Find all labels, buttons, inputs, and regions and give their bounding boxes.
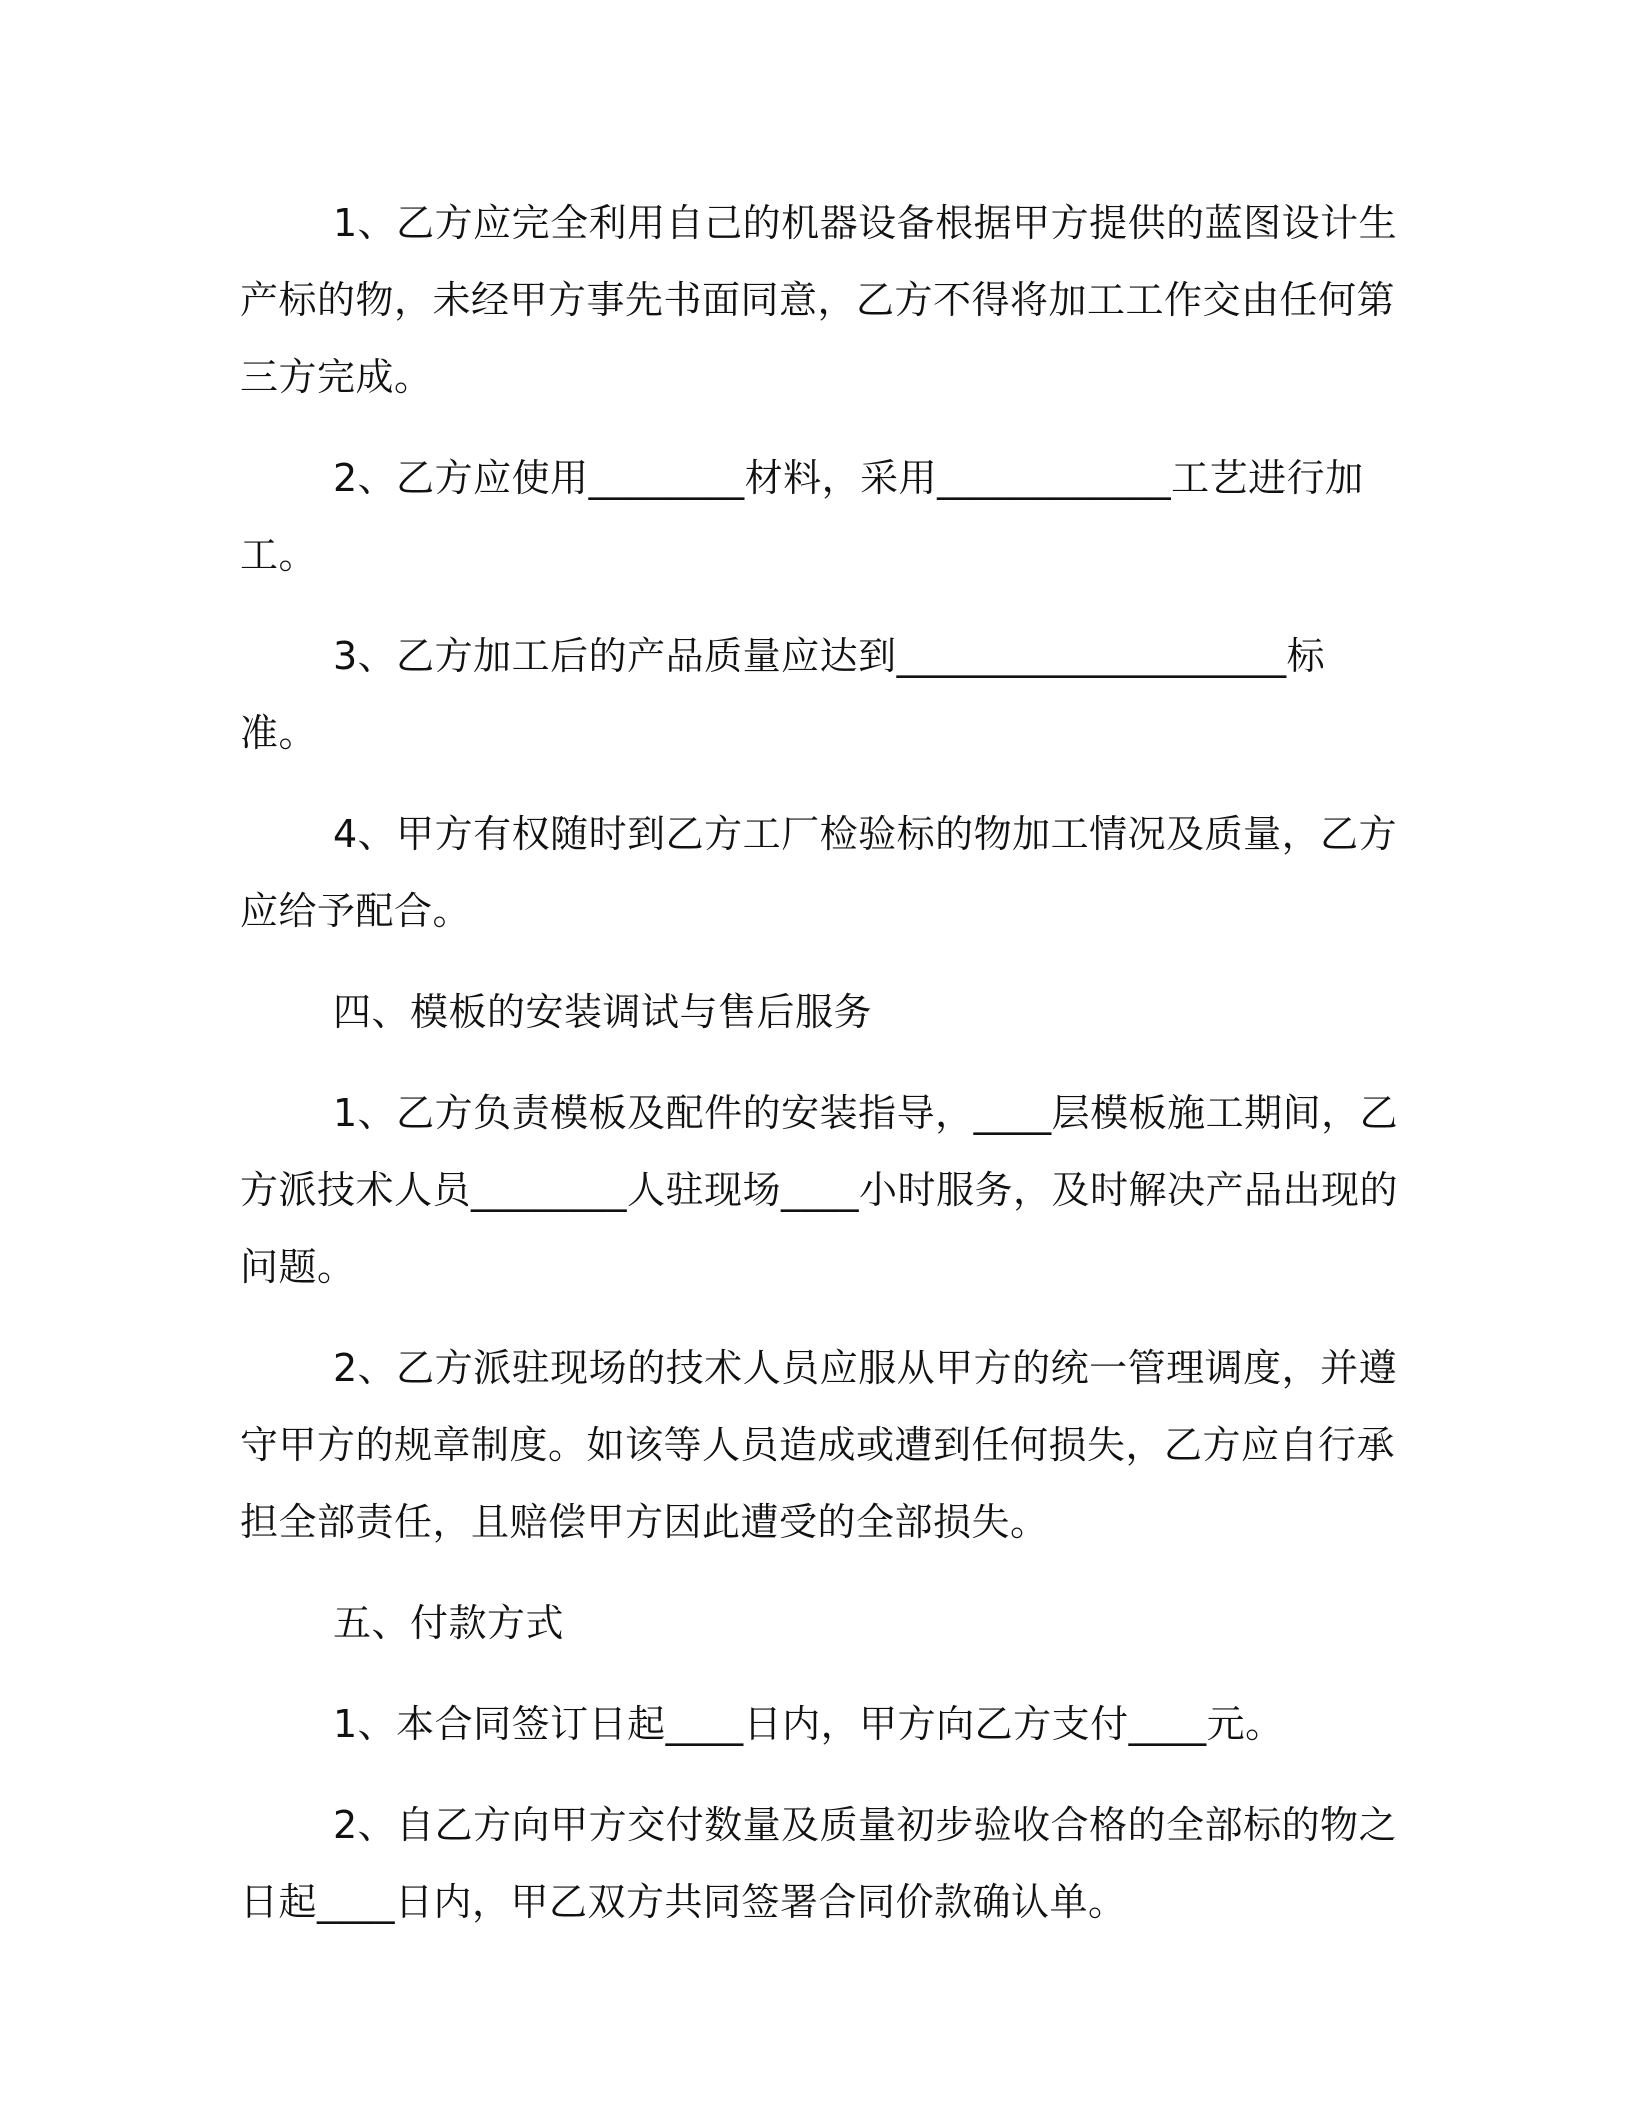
clause-3-4: 4、甲方有权随时到乙方工厂检验标的物加工情况及质量，乙方应给予配合。: [240, 812, 1398, 933]
clause-4-2: 2、乙方派驻现场的技术人员应服从甲方的统一管理调度，并遵守甲方的规章制度。如该等人员造成或遭到任何损失，乙方应自行承担全部责任，且赔偿甲方因此遭受的全部损失。: [240, 1346, 1398, 1544]
clause-3-3: 3、乙方加工后的产品质量应达到____________________标准。: [240, 634, 1326, 755]
document-body: [240, 185, 1400, 1965]
section-heading-5: 五、付款方式: [333, 1601, 565, 1645]
section-heading-4: 四、模板的安装调试与售后服务: [333, 990, 873, 1034]
clause-5-2: 2、自乙方向甲方交付数量及质量初步验收合格的全部标的物之日起____日内，甲乙双方共同签署合同价款确认单。: [240, 1803, 1398, 1924]
clause-3-1: 1、乙方应完全利用自己的机器设备根据甲方提供的蓝图设计生产标的物，未经甲方事先书面同意，乙方不得将加工工作交由任何第三方完成。: [240, 201, 1398, 399]
clause-4-1: 1、乙方负责模板及配件的安装指导，____层模板施工期间，乙方派技术人员________人驻现场____小时服务，及时解决产品出现的问题。: [240, 1091, 1399, 1289]
clause-5-1: 1、本合同签订日起____日内，甲方向乙方支付____元。: [333, 1702, 1284, 1746]
clause-3-2: 2、乙方应使用________材料，采用____________工艺进行加工。: [240, 456, 1364, 577]
